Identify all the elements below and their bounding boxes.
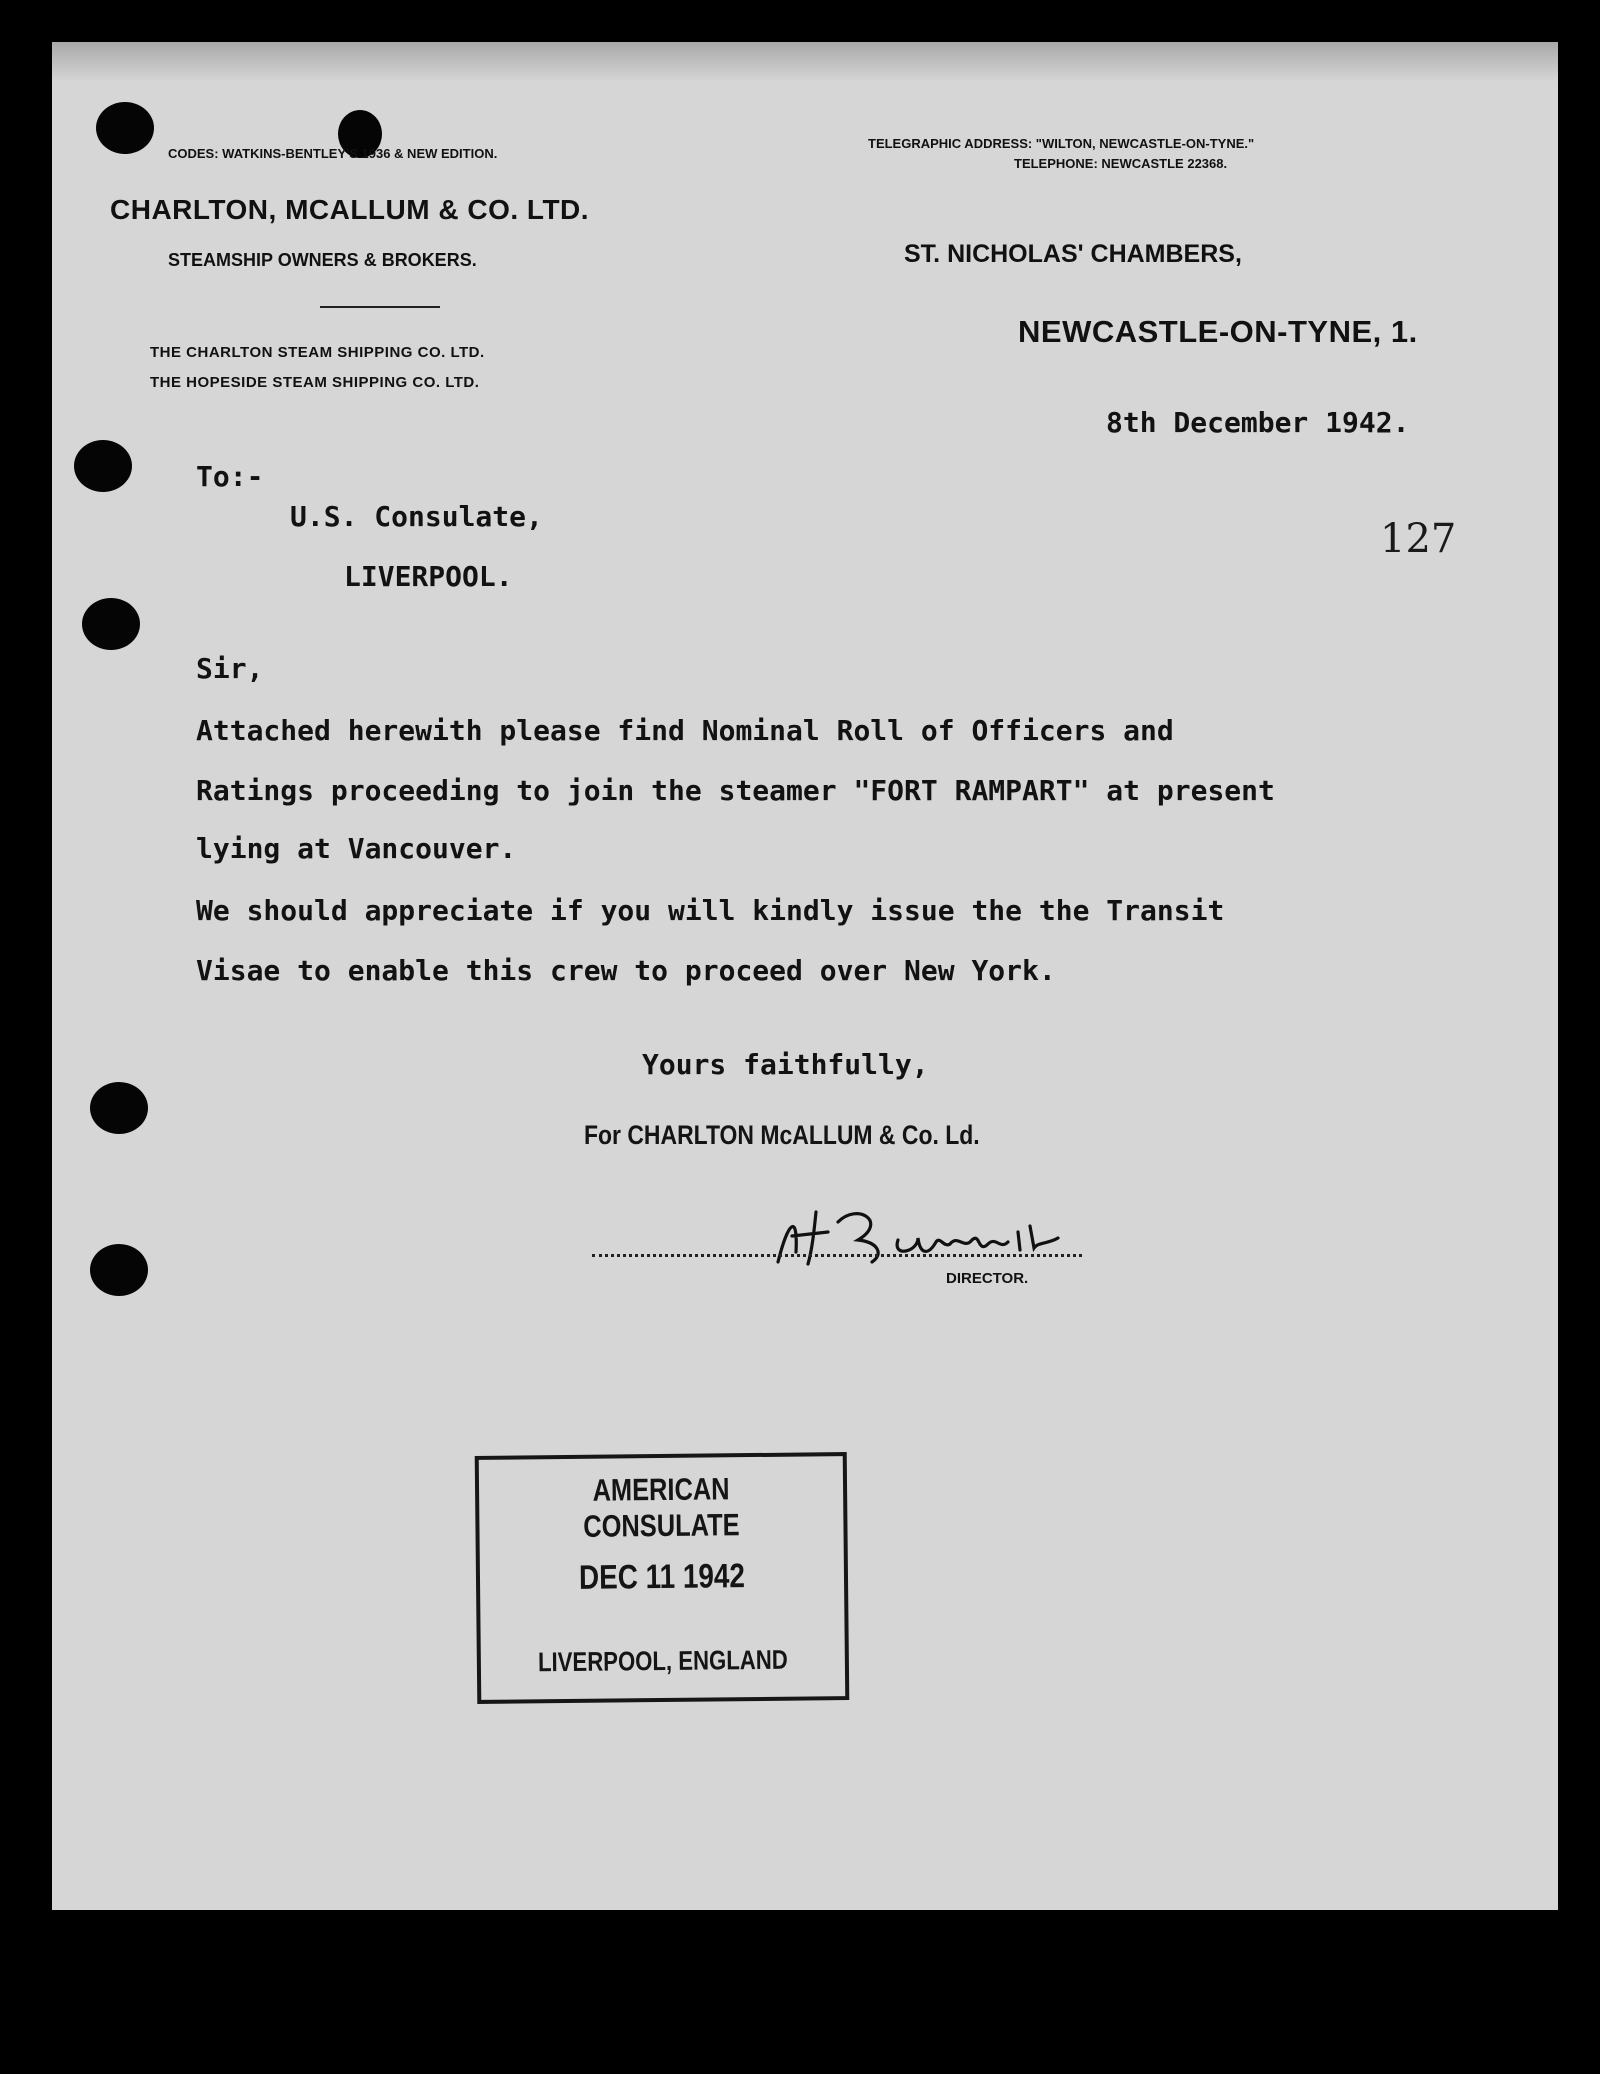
to-label: To:- xyxy=(196,460,264,493)
body-line: Attached herewith please find Nominal Roll of Officers and xyxy=(196,714,1174,747)
chambers-line: ST. NICHOLAS' CHAMBERS, xyxy=(904,240,1242,268)
punch-hole xyxy=(90,1082,148,1134)
handwritten-signature xyxy=(768,1192,1088,1282)
scan-shadow xyxy=(52,42,1558,82)
body-line: Ratings proceeding to join the steamer "FORT RAMPART" at present xyxy=(196,774,1275,807)
letter-page xyxy=(52,42,1558,1910)
letterhead-divider xyxy=(320,306,440,308)
telephone-line: TELEPHONE: NEWCASTLE 22368. xyxy=(1014,156,1228,171)
subsidiary-2: THE HOPESIDE STEAM SHIPPING CO. LTD. xyxy=(150,374,480,391)
stamp-consulate-line: AMERICAN CONSULATE xyxy=(583,1471,740,1544)
director-title: DIRECTOR. xyxy=(946,1270,1029,1287)
stamp-city-line: LIVERPOOL, ENGLAND xyxy=(537,1644,788,1678)
page-number: 127 xyxy=(1380,516,1457,562)
codes-line: CODES: WATKINS-BENTLEY'S 1936 & NEW EDITION. xyxy=(168,146,498,161)
company-tagline: STEAMSHIP OWNERS & BROKERS. xyxy=(168,250,477,270)
punch-hole xyxy=(96,102,154,154)
city-line: NEWCASTLE-ON-TYNE, 1. xyxy=(1018,314,1418,349)
body-line: lying at Vancouver. xyxy=(196,832,517,865)
recipient-name: U.S. Consulate, xyxy=(290,500,543,533)
punch-hole xyxy=(90,1244,148,1296)
recipient-city: LIVERPOOL. xyxy=(344,560,513,593)
closing: Yours faithfully, xyxy=(642,1048,929,1081)
signature-for-line: For CHARLTON McALLUM & Co. Ld. xyxy=(584,1120,980,1150)
punch-hole xyxy=(82,598,140,650)
punch-hole xyxy=(74,440,132,492)
body-line: Visae to enable this crew to proceed over New York. xyxy=(196,954,1056,987)
telegraphic-address: TELEGRAPHIC ADDRESS: "WILTON, NEWCASTLE-ON-TYNE." xyxy=(868,136,1255,151)
body-line: We should appreciate if you will kindly issue the the Transit xyxy=(196,894,1225,927)
consulate-stamp xyxy=(475,1452,850,1704)
subsidiary-1: THE CHARLTON STEAM SHIPPING CO. LTD. xyxy=(150,344,485,361)
stamp-date: DEC 11 1942 xyxy=(578,1557,746,1597)
letter-date: 8th December 1942. xyxy=(1106,406,1410,439)
company-name: CHARLTON, MCALLUM & CO. LTD. xyxy=(110,194,590,225)
salutation: Sir, xyxy=(196,652,264,685)
signature-dotted-line xyxy=(592,1254,1082,1257)
